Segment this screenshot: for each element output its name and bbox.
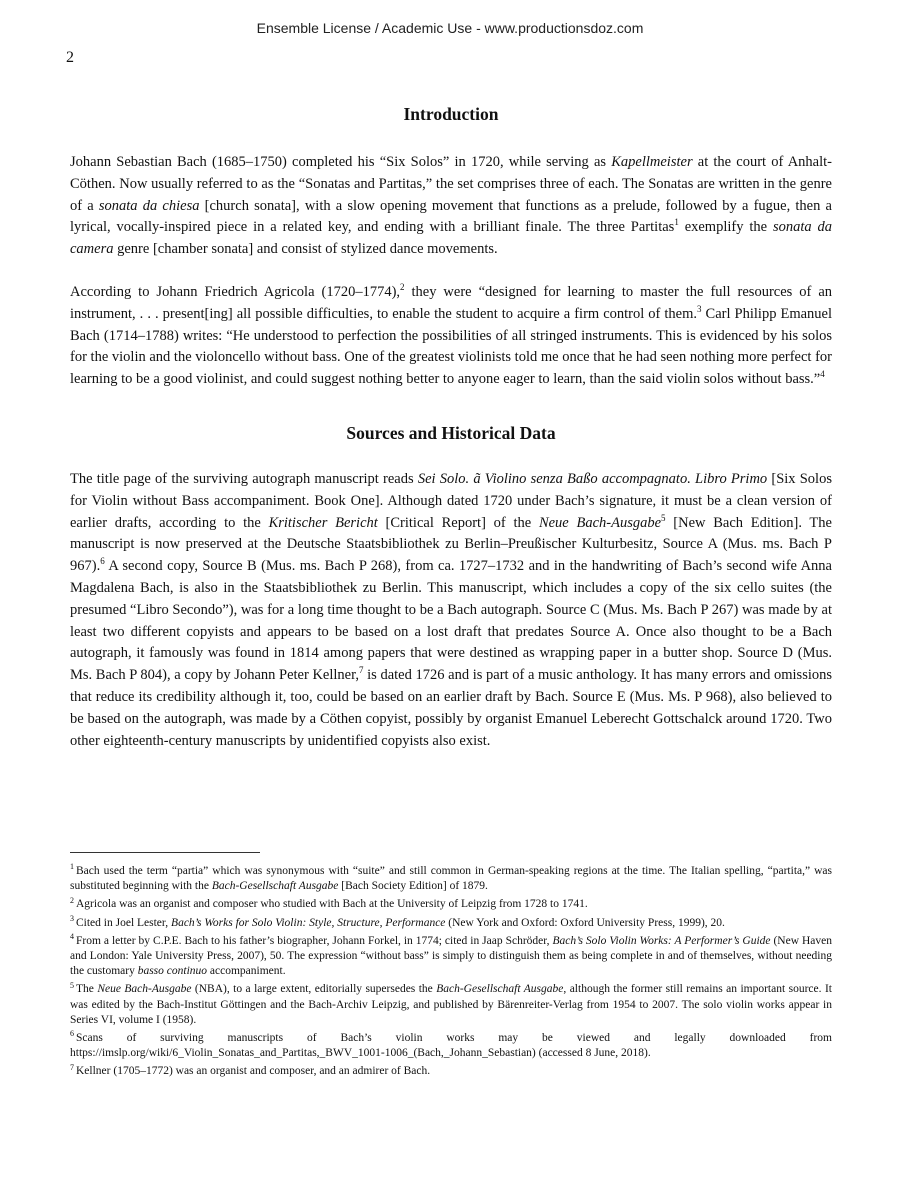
footnote-divider — [70, 852, 260, 853]
footnote-ref: 5 — [661, 512, 666, 523]
footnote-5: $^5$ The Neue Bach-Ausgabe (NBA), to a large extent, editorially supersedes the Bach-Gesellschaft Ausgabe, although the former still remains an important source. It was edited by the Bach-Institut Göttingen and the Bach-Archiv Leipzig, and published by Bärenreiter-Verlag from 1954 to 2007. The solo violin works appear in Series VI, volume I (1958). — [70, 980, 832, 1026]
page-number: 2 — [66, 49, 74, 66]
section-title-sources: Sources and Historical Data — [346, 422, 556, 443]
section-title-introduction: Introduction — [403, 104, 499, 124]
manuscript-link-text: Scans of surviving manuscripts of Bach’s violin works may be viewed and legally downloaded from https://imslp.org/wiki/6_Violin_Sonatas_and_Partitas,_BWV_1001-1006_(Bach,_Johann_Sebastian) (accessed 8 June, 2018). — [70, 1032, 832, 1060]
footnote-7: $^7$ Kellner (1705–1772) was an organist and composer, and an admirer of Bach. — [70, 1062, 431, 1078]
footnote-3: $^3$ Cited in Joel Lester, Bach’s Works for Solo Violin: Style, Structure, Performance (New York and Oxford: Oxford University Press, 1999), 20. — [70, 913, 725, 929]
footnotes — [70, 864, 832, 1083]
footnote-ref: 7 — [359, 665, 364, 676]
main-text — [70, 102, 832, 773]
paragraph-intro: Johann Sebastian Bach (1685–1750) completed his “Six Solos” in 1720, while serving as Kapellmeister at the court of Anhalt-Cöthen. Now usually referred to as the “Sonatas and Partitas,” the set comprises three of each. The Sonatas are written in the genre of a sonata da chiesa [church sonata], with a slow opening movement that functions as a prelude, followed by a fugue, then a lyrical, vocally-inspired piece in a related key, and ending with a brilliant finale. The three Partitas$^1$ exemplify the sonata da camera genre [chamber sonata] and consist of stylized dance movements. — [70, 154, 833, 258]
footnote-ref: 4 — [820, 369, 825, 380]
footnote-ref: 6 — [100, 556, 105, 567]
paragraph-sources: The title page of the surviving autograph manuscript reads Sei Solo. ã Violino senza Baßo accompagnato. Libro Primo [Six Solos for Violin without Bass accompaniment. Book One]. Although dated 1720 under Bach’s signature, it must be a clean version of earlier drafts, according to the Kritischer Bericht [Critical Report] of the Neue Bach-Ausgabe$^5$ [New Bach Edition]. The manuscript is now preserved at the Deutsche Staatsbibliothek zu Berlin–Preußischer Kulturbesitz, Source A (Mus. ms. Bach P 967).$^6$ A second copy, Source B (Mus. ms. Bach P 268), from ca. 1727–1732 and in the handwriting of Bach’s second wife Anna Magdalena Bach, is also in the Staatsbibliothek zu Berlin. This manuscript, which includes a copy of the six cello suites (the presumed “Libro Secondo”), was for a long time thought to be a Bach autograph. Source C (Mus. Ms. Bach P 267) was made by at least two different copyists and appears to be based on a lost draft that predates Source A. Once also thought to be a Bach autograph, it famously was found in 1814 among papers that were destined as wrapping paper in a butter shop. Source D (Mus. Ms. Bach P 804), a copy by Johann Peter Kellner,$^7$ is dated 1726 and is part of a music anthology. It has many errors and omissions that reduce its credibility although it, too, could be based on an earlier draft by Bach. Source E (Mus. Ms. P 968), also believed to be based on the autograph, was made by a Cöthen copyist, possibly by organist Emanuel Leberecht Gottschalck around 1720. Two other eighteenth-century manuscripts by unidentified copyists also exist. — [70, 470, 833, 749]
footnote-2: $^2$ Agricola was an organist and composer who studied with Bach at the University of Leipzig from 1728 to 1741. — [70, 895, 588, 911]
footnote-1: $^1$ Bach used the term “partia” which was synonymous with “suite” and still common in German-speaking regions at the time. The Italian spelling, “partita,” was substituted beginning with the Bach-Gesellschaft Ausgabe [Bach Society Edition] of 1879. — [70, 862, 832, 893]
license-header: Ensemble License / Academic Use - www.productionsdoz.com — [256, 20, 644, 36]
footnote-4: $^4$ From a letter by C.P.E. Bach to his father’s biographer, Johann Forkel, in 1774; cited in Jaap Schröder, Bach’s Solo Violin Works: A Performer’s Guide (New Haven and London: Yale University Press, 2007), 50. The expression “without bass” is simply to distinguish them as being complete in and of themselves, without needing the customary basso continuo accompaniment. — [70, 931, 832, 978]
paragraph-agricola: According to Johann Friedrich Agricola (1720–1774),$^2$ they were “designed for learning to master the full resources of an instrument, . . . present[ing] all possible difficulties, to enable the student to acquire a firm control of them.$^3$ Carl Philipp Emanuel Bach (1714–1788) writes: “He understood to perfection the possibilities of all stringed instruments. This is evidenced by his solos for the violin and the violoncello without bass. One of the greatest violinists told me once that he had seen nothing more perfect for learning to be a good violinist, and could suggest nothing better to anyone eager to learn, than the said violin solos without bass.”$^4$ — [70, 282, 833, 388]
footnote-ref: 1 — [674, 217, 679, 228]
footnote-ref: 3 — [697, 303, 702, 314]
footnote-ref: 2 — [400, 282, 405, 293]
footnote-6: $^6$ Scans of surviving manuscripts of Bach’s violin works may be viewed and legally downloaded from https://imslp.org/wiki/6_Violin_Sonatas_and_Partitas,_BWV_1001-1006_(Bach,_Johann_Sebastian) (accessed 8 June, 2018). — [70, 1029, 832, 1060]
